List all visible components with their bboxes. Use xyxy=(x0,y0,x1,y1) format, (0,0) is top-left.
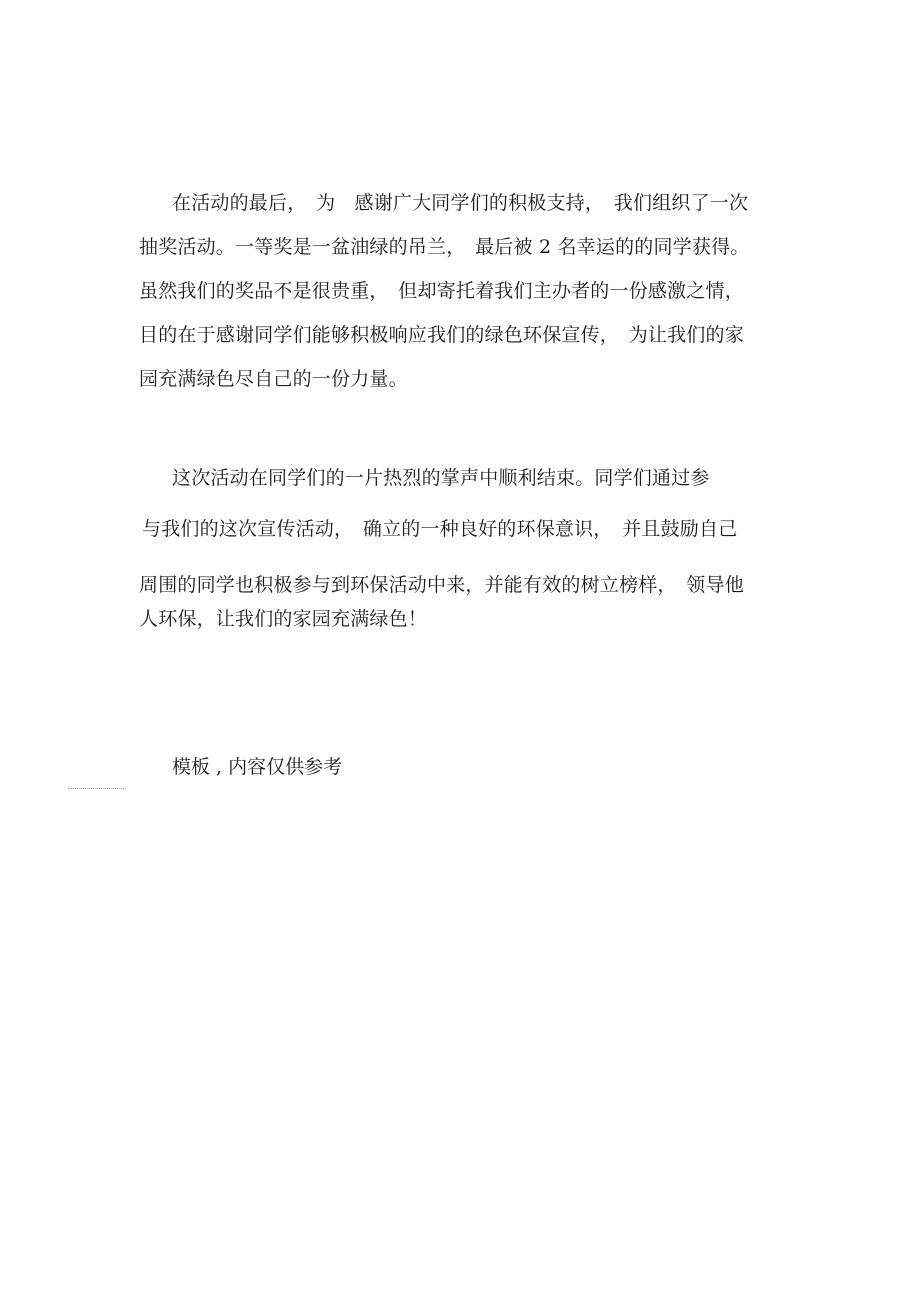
paragraph-1-line-4: 目的在于感谢同学们能够积极响应我们的绿色环保宣传， 为让我们的家 xyxy=(139,324,744,346)
paragraph-2-line-2: 与我们的这次宣传活动， 确立的一种良好的环保意识， 并且鼓励自己 xyxy=(142,518,738,540)
paragraph-1-line-2: 抽奖活动。一等奖是一盆油绿的吊兰， 最后被 2 名幸运的的同学获得。 xyxy=(139,236,750,258)
paragraph-1-line-3: 虽然我们的奖品不是很贵重， 但却寄托着我们主办者的一份感激之情， xyxy=(139,280,744,302)
paragraph-1-line-5: 园充满绿色尽自己的一份力量。 xyxy=(139,368,408,390)
paragraph-2-line-4: 人环保，让我们的家园充满绿色！ xyxy=(139,608,428,630)
paragraph-2-line-3: 周围的同学也积极参与到环保活动中来，并能有效的树立榜样， 领导他 xyxy=(139,574,744,596)
template-reference-note: 模板 , 内容仅供参考 xyxy=(172,756,343,778)
paragraph-1-line-1: 在活动的最后， 为 感谢广大同学们的积极支持， 我们组织了一次 xyxy=(172,192,749,214)
paragraph-2-line-1: 这次活动在同学们的一片热烈的掌声中顺利结束。同学们通过参 xyxy=(172,467,710,489)
footer-divider xyxy=(68,788,124,789)
